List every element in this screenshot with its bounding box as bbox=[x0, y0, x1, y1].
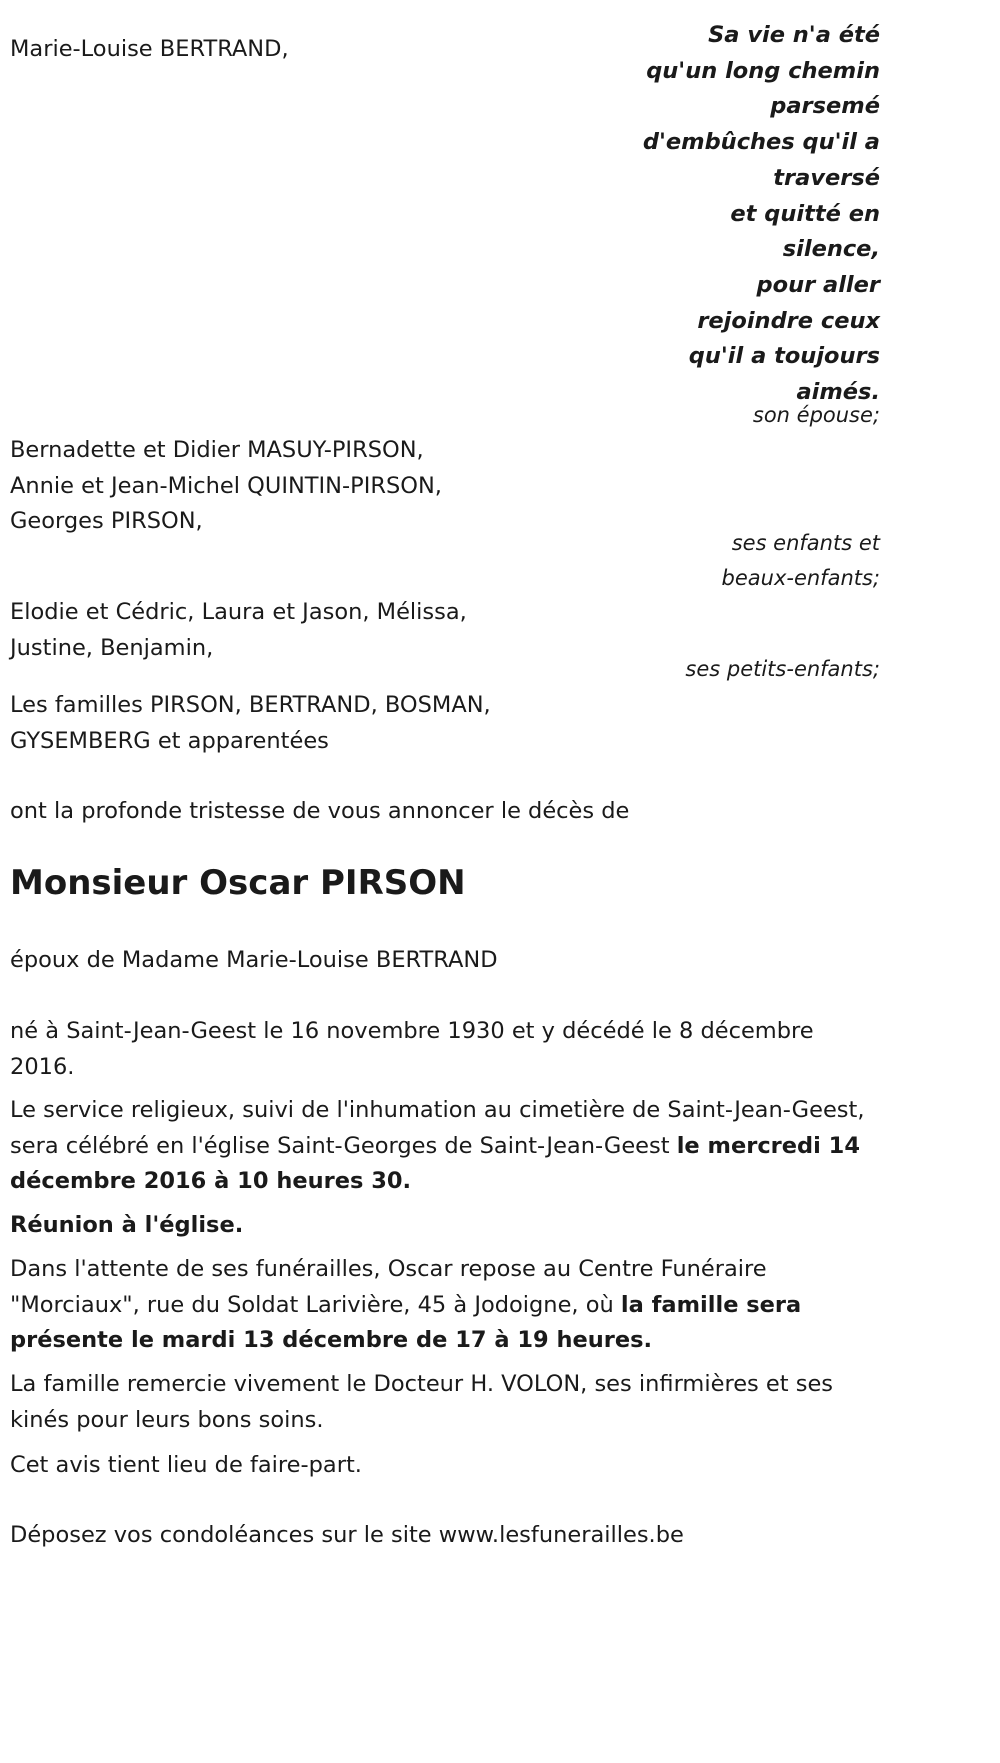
families-section bbox=[10, 688, 880, 759]
poem bbox=[640, 18, 880, 411]
children-section bbox=[10, 433, 880, 540]
announcement: ont la profonde tristesse de vous annoncer le décès de bbox=[10, 798, 630, 824]
family-line: Les familles PIRSON, BERTRAND, BOSMAN, bbox=[10, 692, 491, 718]
children-role bbox=[480, 526, 880, 596]
poem-line: rejoindre ceux bbox=[697, 307, 880, 334]
children-role-line: beaux-enfants; bbox=[721, 566, 880, 590]
poem-line: qu'il a toujours bbox=[688, 343, 880, 370]
grandchildren-role: ses petits-enfants; bbox=[685, 657, 880, 681]
spouse-of: époux de Madame Marie-Louise BERTRAND bbox=[10, 947, 498, 973]
family-line: GYSEMBERG et apparentées bbox=[10, 727, 329, 754]
grandchild-line: Elodie et Cédric, Laura et Jason, Mélissa, bbox=[10, 599, 467, 625]
poem-line: silence, bbox=[782, 236, 880, 263]
thanks: La famille remercie vivement le Docteur H. VOLON, ses infirmières et ses kinés pour leurs bons soins. bbox=[10, 1371, 834, 1433]
child-line: Bernadette et Didier MASUY-PIRSON, bbox=[10, 437, 424, 463]
grandchild-line: Justine, Benjamin, bbox=[10, 634, 214, 661]
deceased-name: Monsieur Oscar PIRSON bbox=[10, 863, 466, 903]
visitation-text: Dans l'attente de ses funérailles, Oscar repose au Centre Funéraire "Morciaux", rue du Soldat Larivière, 45 à Jodoigne, où bbox=[10, 1256, 767, 1318]
child-line: Georges PIRSON, bbox=[10, 508, 203, 534]
poem-line: aimés. bbox=[796, 379, 880, 406]
visitation-date: la famille sera présente le mardi 13 décembre de 17 à 19 heures. bbox=[10, 1291, 802, 1353]
poem-line: pour aller bbox=[756, 271, 880, 298]
poem-line: parsemé bbox=[770, 93, 880, 120]
notice: Cet avis tient lieu de faire-part. bbox=[10, 1452, 362, 1478]
child-line: Annie et Jean-Michel QUINTIN-PIRSON, bbox=[10, 472, 442, 499]
spouse-name: Marie-Louise BERTRAND, bbox=[10, 36, 289, 62]
poem-line: qu'un long chemin bbox=[646, 57, 880, 84]
meeting-note: Réunion à l'église. bbox=[10, 1212, 244, 1238]
condolences: Déposez vos condoléances sur le site www.lesfunerailles.be bbox=[10, 1522, 684, 1548]
visitation-info bbox=[10, 1252, 880, 1359]
spouse-role: son épouse; bbox=[752, 403, 880, 427]
children-role-line: ses enfants et bbox=[731, 531, 880, 555]
poem-line: et quitté en bbox=[730, 200, 880, 227]
service-date: le mercredi 14 décembre 2016 à 10 heures 30. bbox=[10, 1132, 860, 1194]
poem-line: d'embûches qu'il a bbox=[642, 129, 880, 156]
poem-line: traversé bbox=[773, 164, 880, 191]
poem-line: Sa vie n'a été bbox=[708, 22, 880, 48]
birth-death: né à Saint-Jean-Geest le 16 novembre 1930 et y décédé le 8 décembre 2016. bbox=[10, 1018, 814, 1080]
service-text: Le service religieux, suivi de l'inhumation au cimetière de Saint-Jean-Geest, sera célébré en l'église Saint-Georges de Saint-Jean-Geest bbox=[10, 1097, 865, 1159]
service-info bbox=[10, 1093, 880, 1200]
